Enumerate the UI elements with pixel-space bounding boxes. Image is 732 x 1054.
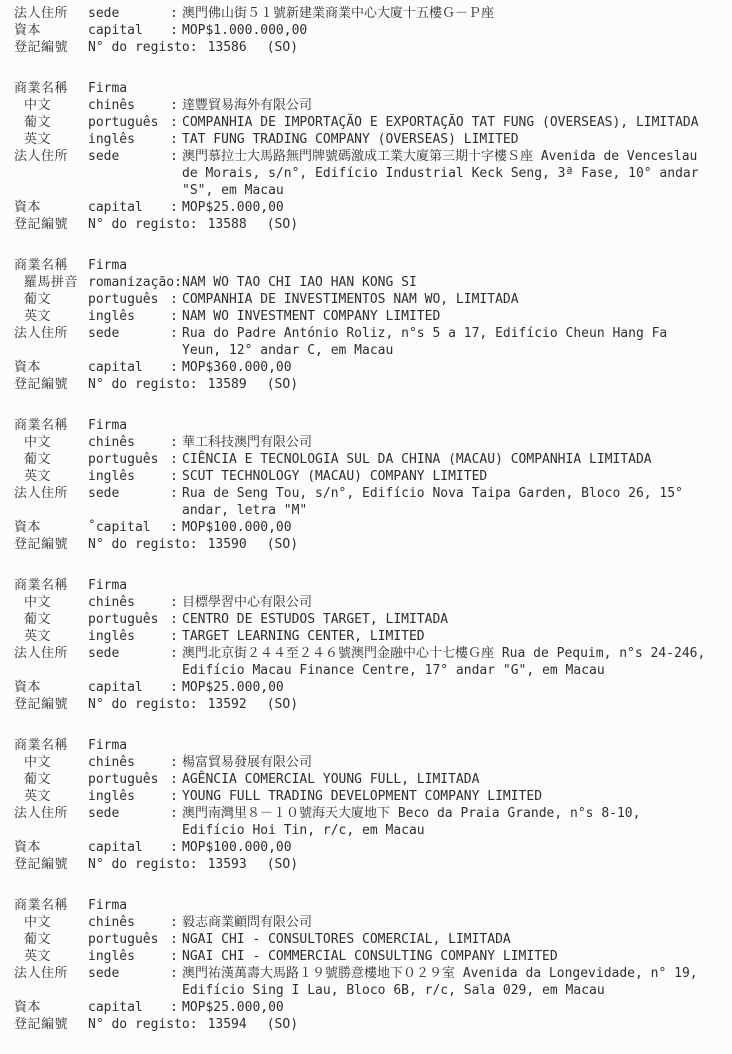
registration-code: (SO) — [266, 1017, 299, 1032]
registry-entry — [14, 737, 708, 873]
colon-separator: : — [170, 6, 178, 21]
label-zh-registo: 登記編號 — [14, 1017, 69, 1032]
registration-number-row — [14, 856, 708, 873]
label-pt-chines: chinês — [88, 98, 135, 113]
registration-code: (SO) — [266, 377, 299, 392]
registry-entry — [14, 577, 714, 713]
entry-header-row — [14, 257, 708, 274]
label-pt-chines: chinês — [88, 755, 135, 770]
label-zh-sede: 法人住所 — [14, 6, 69, 21]
label-zh-firma: 商業名稱 — [14, 418, 69, 433]
label-pt-ingles: inglês — [88, 309, 135, 324]
field-value-ingles: NAM WO INVESTMENT COMPANY LIMITED — [182, 309, 441, 324]
label-pt-sede: sede — [88, 6, 120, 21]
entry-header-row — [14, 897, 708, 914]
colon-separator: : — [170, 452, 178, 467]
label-zh-sede: 法人住所 — [14, 486, 69, 501]
label-zh-sede: 法人住所 — [14, 646, 69, 661]
label-zh-registo: 登記編號 — [14, 377, 69, 392]
registration-number-row — [14, 696, 708, 713]
colon-separator: : — [170, 680, 178, 695]
label-pt-ingles: inglês — [88, 629, 135, 644]
label-pt-registo: N° do registo: — [88, 857, 198, 872]
label-pt-ingles: inglês — [88, 132, 135, 147]
colon-separator: : — [170, 360, 178, 375]
registration-number-row — [14, 216, 708, 233]
field-row-portugues — [14, 291, 708, 308]
label-zh-romanizacao: 羅馬拼音 — [24, 275, 79, 290]
colon-separator: : — [170, 755, 178, 770]
field-row-ingles — [14, 308, 708, 325]
field-row-portugues — [14, 611, 708, 628]
label-zh-portugues: 葡文 — [24, 612, 52, 627]
registration-number-row — [14, 1016, 708, 1033]
field-row-sede — [14, 965, 708, 999]
label-zh-chines: 中文 — [24, 98, 52, 113]
label-pt-portugues: português — [88, 932, 159, 947]
label-zh-portugues: 葡文 — [24, 452, 52, 467]
label-pt-registo: N° do registo: — [88, 40, 198, 55]
label-pt-registo: N° do registo: — [88, 697, 198, 712]
label-pt-chines: chinês — [88, 915, 135, 930]
label-zh-registo: 登記編號 — [14, 40, 69, 55]
label-zh-capital: 資本 — [14, 1000, 42, 1015]
label-zh-portugues: 葡文 — [24, 932, 52, 947]
field-row-sede — [14, 805, 708, 839]
colon-separator: : — [170, 115, 178, 130]
label-zh-ingles: 英文 — [24, 949, 52, 964]
label-zh-sede: 法人住所 — [14, 806, 69, 821]
label-zh-portugues: 葡文 — [24, 772, 52, 787]
field-row-chines — [14, 914, 708, 931]
registration-number: 13588 — [207, 217, 247, 232]
field-value-ingles: TARGET LEARNING CENTER, LIMITED — [182, 629, 425, 644]
label-pt-ingles: inglês — [88, 469, 135, 484]
field-row-ingles — [14, 628, 708, 645]
label-pt-sede: sede — [88, 149, 120, 164]
registration-number-row — [14, 536, 708, 553]
field-value-capital: MOP$1.000.000,00 — [182, 23, 308, 38]
label-pt-portugues: português — [88, 612, 159, 627]
label-zh-registo: 登記編號 — [14, 537, 69, 552]
field-row-portugues — [14, 114, 708, 131]
label-zh-chines: 中文 — [24, 595, 52, 610]
colon-separator: : — [170, 292, 178, 307]
field-value-capital: MOP$100.000,00 — [182, 840, 292, 855]
label-zh-registo: 登記編號 — [14, 697, 69, 712]
colon-separator: : — [170, 915, 178, 930]
label-pt-portugues: português — [88, 452, 159, 467]
registry-entry — [14, 5, 708, 56]
label-zh-sede: 法人住所 — [14, 966, 69, 981]
label-pt-firma: Firma — [88, 578, 128, 593]
colon-separator: : — [170, 789, 178, 804]
field-row-ingles — [14, 948, 708, 965]
colon-separator: : — [170, 309, 178, 324]
field-row-chines — [14, 97, 708, 114]
label-zh-firma: 商業名稱 — [14, 81, 69, 96]
registration-number-row — [14, 39, 708, 56]
label-zh-firma: 商業名稱 — [14, 258, 69, 273]
field-row-sede — [14, 148, 708, 199]
label-zh-ingles: 英文 — [24, 469, 52, 484]
colon-separator: : — [170, 200, 178, 215]
label-pt-sede: sede — [88, 966, 120, 981]
registration-number: 13592 — [207, 697, 247, 712]
registry-entry — [14, 257, 708, 393]
colon-separator: : — [170, 595, 178, 610]
label-zh-registo: 登記編號 — [14, 217, 69, 232]
field-value-portugues: NGAI CHI - CONSULTORES COMERCIAL, LIMITADA — [182, 932, 511, 947]
label-pt-capital: capital — [88, 680, 143, 695]
colon-separator: : — [170, 23, 178, 38]
colon-separator: : — [170, 949, 178, 964]
label-pt-chines: chinês — [88, 435, 135, 450]
field-row-chines — [14, 594, 708, 611]
field-value-portugues: CENTRO DE ESTUDOS TARGET, LIMITADA — [182, 612, 449, 627]
field-value-chines: 華工科技澳門有限公司 — [182, 435, 313, 450]
field-value-portugues: COMPANHIA DE IMPORTAÇÃO E EXPORTAÇÃO TAT FUNG (OVERSEAS), LIMITADA — [182, 115, 699, 130]
field-value-capital: MOP$25.000,00 — [182, 200, 284, 215]
colon-separator: : — [170, 1000, 178, 1015]
label-zh-ingles: 英文 — [24, 132, 52, 147]
label-zh-capital: 資本 — [14, 360, 42, 375]
label-pt-registo: N° do registo: — [88, 217, 198, 232]
label-zh-capital: 資本 — [14, 840, 42, 855]
field-row-chines — [14, 434, 708, 451]
field-row-sede — [14, 645, 714, 679]
colon-separator: : — [170, 629, 178, 644]
label-pt-firma: Firma — [88, 81, 128, 96]
registry-entry — [14, 80, 708, 233]
label-pt-firma: Firma — [88, 898, 128, 913]
label-pt-capital: capital — [88, 23, 143, 38]
colon-separator: : — [170, 932, 178, 947]
registration-code: (SO) — [266, 40, 299, 55]
field-row-portugues — [14, 931, 708, 948]
label-pt-firma: Firma — [88, 418, 128, 433]
label-pt-sede: sede — [88, 806, 120, 821]
colon-separator: : — [170, 966, 178, 981]
label-zh-registo: 登記編號 — [14, 857, 69, 872]
field-value-sede: 澳門慕拉士大馬路無門牌號碼激成工業大廈第三期十字樓Ｓ座 Avenida de Venceslau de Morais, s/n°, Edifício Industrial Keck Seng, 3ª Fase, 10° andar "S", em Macau — [182, 149, 707, 198]
label-pt-firma: Firma — [88, 738, 128, 753]
colon-separator: : — [170, 435, 178, 450]
label-zh-ingles: 英文 — [24, 789, 52, 804]
label-pt-sede: sede — [88, 326, 120, 341]
field-row-sede — [14, 325, 708, 359]
field-value-capital: MOP$100.000,00 — [182, 520, 292, 535]
field-value-sede: 澳門南灣里８－１０號海天大廈地下 Beco da Praia Grande, n°s 8-10, Edifício Hoi Tin, r/c, em Macau — [182, 806, 649, 838]
colon-separator: : — [170, 326, 178, 341]
field-value-portugues: COMPANHIA DE INVESTIMENTOS NAM WO, LIMITADA — [182, 292, 519, 307]
registration-code: (SO) — [266, 217, 299, 232]
colon-separator: : — [170, 612, 178, 627]
field-row-portugues — [14, 771, 708, 788]
label-pt-romanizacao: romanização: — [88, 275, 182, 290]
registration-code: (SO) — [266, 697, 299, 712]
colon-separator: : — [170, 840, 178, 855]
field-row-capital — [14, 22, 708, 39]
field-row-chines — [14, 754, 708, 771]
label-pt-capital: capital — [88, 360, 143, 375]
label-zh-chines: 中文 — [24, 435, 52, 450]
entry-header-row — [14, 737, 708, 754]
label-zh-portugues: 葡文 — [24, 292, 52, 307]
field-value-sede: 澳門北京街２４４至２４６號澳門金融中心十七樓Ｇ座 Rua de Pequim, n°s 24-246, Edifício Macau Finance Centre, 17° andar "G", em Macau — [182, 646, 714, 678]
label-pt-portugues: português — [88, 115, 159, 130]
field-value-portugues: AGÊNCIA COMERCIAL YOUNG FULL, LIMITADA — [182, 772, 480, 787]
label-zh-ingles: 英文 — [24, 309, 52, 324]
label-zh-capital: 資本 — [14, 680, 42, 695]
field-row-sede — [14, 5, 708, 22]
colon-separator: : — [170, 469, 178, 484]
registration-code: (SO) — [266, 857, 299, 872]
field-value-ingles: SCUT TECHNOLOGY (MACAU) COMPANY LIMITED — [182, 469, 488, 484]
label-pt-ingles: inglês — [88, 949, 135, 964]
field-row-capital — [14, 679, 708, 696]
registration-number: 13586 — [207, 40, 247, 55]
field-value-chines: 目標學習中心有限公司 — [182, 595, 313, 610]
entry-header-row — [14, 417, 708, 434]
field-row-capital — [14, 839, 708, 856]
label-zh-firma: 商業名稱 — [14, 738, 69, 753]
field-value-capital: MOP$25.000,00 — [182, 1000, 284, 1015]
field-row-capital — [14, 999, 708, 1016]
label-pt-capital: capital — [88, 200, 143, 215]
registration-number-row — [14, 376, 708, 393]
label-pt-capital: ˚capital — [88, 520, 151, 535]
colon-separator: : — [170, 806, 178, 821]
label-pt-registo: N° do registo: — [88, 1017, 198, 1032]
field-row-capital — [14, 359, 708, 376]
label-pt-portugues: português — [88, 292, 159, 307]
registration-number: 13590 — [207, 537, 247, 552]
field-value-sede: 澳門祐漢萬壽大馬路１９號勝意樓地下０２９室 Avenida da Longevidade, n° 19, Edifício Sing I Lau, Bloco 6B, r/c, Sala 029, em Macau — [182, 966, 706, 998]
colon-separator: : — [170, 646, 178, 661]
colon-separator: : — [170, 486, 178, 501]
field-value-romanizacao: NAM WO TAO CHI IAO HAN KONG SI — [182, 275, 417, 290]
field-row-ingles — [14, 131, 708, 148]
label-pt-capital: capital — [88, 840, 143, 855]
field-row-capital — [14, 519, 708, 536]
label-zh-ingles: 英文 — [24, 629, 52, 644]
label-pt-capital: capital — [88, 1000, 143, 1015]
colon-separator: : — [170, 132, 178, 147]
field-row-capital — [14, 199, 708, 216]
field-value-ingles: TAT FUNG TRADING COMPANY (OVERSEAS) LIMITED — [182, 132, 519, 147]
label-zh-portugues: 葡文 — [24, 115, 52, 130]
label-zh-sede: 法人住所 — [14, 326, 69, 341]
registration-number: 13594 — [207, 1017, 247, 1032]
label-pt-registo: N° do registo: — [88, 537, 198, 552]
field-row-portugues — [14, 451, 708, 468]
field-value-capital: MOP$25.000,00 — [182, 680, 284, 695]
label-zh-capital: 資本 — [14, 520, 42, 535]
entry-header-row — [14, 80, 708, 97]
colon-separator: : — [170, 98, 178, 113]
label-pt-firma: Firma — [88, 258, 128, 273]
field-value-portugues: CIÊNCIA E TECNOLOGIA SUL DA CHINA (MACAU) COMPANHIA LIMITADA — [182, 452, 652, 467]
colon-separator: : — [170, 772, 178, 787]
field-row-ingles — [14, 468, 708, 485]
field-row-sede — [14, 485, 708, 519]
field-value-capital: MOP$360.000,00 — [182, 360, 292, 375]
field-value-sede: 澳門佛山街５１號新建業商業中心大廈十五樓Ｇ－Ｐ座 — [182, 6, 495, 21]
label-zh-sede: 法人住所 — [14, 149, 69, 164]
label-pt-registo: N° do registo: — [88, 377, 198, 392]
label-zh-capital: 資本 — [14, 23, 42, 38]
field-value-chines: 楊富貿易發展有限公司 — [182, 755, 313, 770]
field-value-sede: Rua do Padre António Roliz, n°s 5 a 17, Edifício Cheun Hang Fa Yeun, 12° andar C, em Macau — [182, 326, 676, 358]
entry-header-row — [14, 577, 708, 594]
colon-separator: : — [170, 149, 178, 164]
label-pt-chines: chinês — [88, 595, 135, 610]
label-zh-capital: 資本 — [14, 200, 42, 215]
field-value-ingles: NGAI CHI - COMMERCIAL CONSULTING COMPANY LIMITED — [182, 949, 558, 964]
label-pt-sede: sede — [88, 646, 120, 661]
label-pt-sede: sede — [88, 486, 120, 501]
registration-code: (SO) — [266, 537, 299, 552]
colon-separator: : — [170, 520, 178, 535]
label-pt-ingles: inglês — [88, 789, 135, 804]
registration-number: 13593 — [207, 857, 247, 872]
label-zh-firma: 商業名稱 — [14, 578, 69, 593]
registration-number: 13589 — [207, 377, 247, 392]
label-pt-portugues: português — [88, 772, 159, 787]
registry-entry — [14, 417, 708, 553]
field-value-sede: Rua de Seng Tou, s/n°, Edifício Nova Taipa Garden, Bloco 26, 15° andar, letra "M" — [182, 486, 691, 518]
field-value-ingles: YOUNG FULL TRADING DEVELOPMENT COMPANY LIMITED — [182, 789, 543, 804]
registry-entry — [14, 897, 708, 1033]
field-value-chines: 達豐貿易海外有限公司 — [182, 98, 313, 113]
label-zh-chines: 中文 — [24, 915, 52, 930]
label-zh-firma: 商業名稱 — [14, 898, 69, 913]
field-row-ingles — [14, 788, 708, 805]
field-row-romanizacao — [14, 274, 708, 291]
field-value-chines: 毅志商業顧問有限公司 — [182, 915, 313, 930]
label-zh-chines: 中文 — [24, 755, 52, 770]
